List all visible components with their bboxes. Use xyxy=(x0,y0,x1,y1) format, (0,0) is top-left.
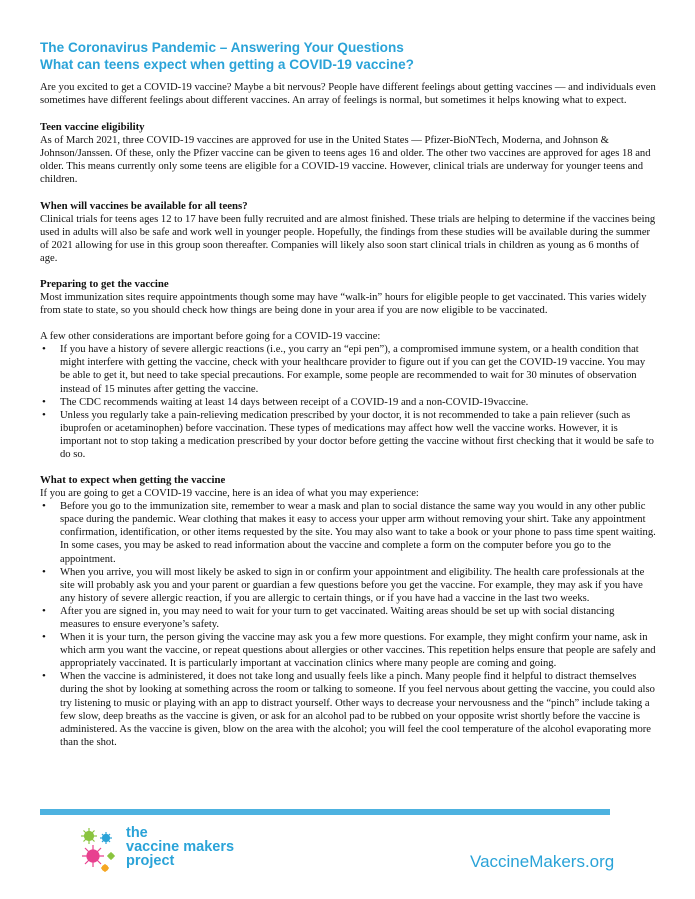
logo-line-3: project xyxy=(126,853,175,869)
intro-paragraph: Are you excited to get a COVID-19 vaccine? Maybe a bit nervous? People have different feelings about getting vaccines — and individuals even sometimes have different feelings about different vaccines. An array of feelings is normal, but sometimes it helps knowing what to expect. xyxy=(40,82,656,107)
section-heading: When will vaccines be available for all teens? xyxy=(40,199,248,212)
considerations-intro: A few other considerations are important before going for a COVID-19 vaccine: xyxy=(40,331,381,343)
considerations-list xyxy=(40,343,656,461)
list-item: • When it is your turn, the person giving the vaccine may ask you a few more questions. For example, they might confirm your name, ask in which arm you want the vaccine, or repeat questions about allergies or other vaccines. This repetition helps ensure that people are safely and appropriately vaccinated. It is particularly important at vaccination clinics where many people are coming and going. xyxy=(40,631,656,670)
website-link[interactable]: VaccineMakers.org xyxy=(470,852,615,871)
list-item: • Before you go to the immunization site, remember to wear a mask and plan to social distance the same way you would in any other public space during the pandemic. Wear clothing that makes it easy to access your upper arm without removing your shirt. Take any appointment confirmation, identification, or other items requested by the site. You may also want to take a book or your phone to pass time spent waiting. In some cases, you may be asked to read information about the vaccine and complete a form on the computer before you go to the appointment. xyxy=(40,500,656,565)
section-body: Most immunization sites require appointments though some may have “walk-in” hours for eligible people to get vaccinated. This varies widely from state to state, so you should check how things are being done in your area if you are now eligible to be vaccinated. xyxy=(40,291,647,317)
section-eligibility xyxy=(40,121,656,186)
title-line-2: What can teens expect when getting a COVID-19 vaccine? xyxy=(40,57,414,72)
list-item: • After you are signed in, you may need to wait for your turn to get vaccinated. Waiting areas should be set up with social distancing measures to ensure everyone’s safety. xyxy=(40,605,656,631)
logo-line-1: the xyxy=(126,825,148,841)
logo-line-2: vaccine makers xyxy=(126,839,235,855)
vaccine-makers-logo-text xyxy=(126,826,234,868)
section-body: As of March 2021, three COVID-19 vaccines are approved for use in the United States — Pfizer-BioNTech, Moderna, and Johnson & Johnson/Janssen. Of these, only the Pfizer vaccine can be given to teens ages 16 and older. The other two vaccines are approved for ages 18 and older. This means currently only some teens are eligible for a COVID-19 vaccine. However, clinical trials are underway for younger teens and children. xyxy=(40,135,651,186)
section-preparing xyxy=(40,278,656,461)
section-body: Clinical trials for teens ages 12 to 17 have been fully recruited and are almost finished. These trials are helping to determine if the vaccines being used in adults will also be safe and work well in younger people. Hopefully, the findings from these studies will be available during the summer of 2021 allowing for use in this group soon thereafter. Companies will likely also soon start clinical trials in children as young as 6 months of age. xyxy=(40,213,656,264)
section-heading: Preparing to get the vaccine xyxy=(40,277,169,290)
footer-divider xyxy=(40,809,610,815)
document-page xyxy=(40,39,656,749)
virus-cluster-icon xyxy=(80,826,120,874)
page-title xyxy=(40,39,656,73)
list-item: • Unless you regularly take a pain-relieving medication prescribed by your doctor, it is not recommended to take a pain reliever (such as ibuprofen or acetaminophen) before vaccination. These types of medications may affect how well the vaccine works. However, it is important not to stop taking a medication prescribed by your doctor before getting the vaccine without first checking that it would be safe to do so. xyxy=(40,409,656,461)
section-availability xyxy=(40,200,656,265)
section-intro: If you are going to get a COVID-19 vaccine, here is an idea of what you may experience: xyxy=(40,488,419,500)
list-item: • If you have a history of severe allergic reactions (i.e., you carry an “epi pen”), a compromised immune system, or a health condition that might interfere with getting the vaccine, check with your healthcare provider to figure out if you can get the COVID-19 vaccine. You may be able to get it, but need to take special precautions. For example, some people are recommended to wait for 30 minutes of observation instead of 15 minutes after getting the vaccine. xyxy=(40,343,656,395)
section-heading: Teen vaccine eligibility xyxy=(40,121,145,134)
section-heading: What to expect when getting the vaccine xyxy=(40,474,226,487)
list-item: • When you arrive, you will most likely be asked to sign in or confirm your appointment and eligibility. The health care professionals at the site will probably ask you and your parent or guardian a few questions before you get the vaccine. For example, they may ask if you have any history of severe allergic reaction, if you are allergic to certain things, or if you have had a vaccine in the last two weeks. xyxy=(40,566,656,605)
footer xyxy=(0,820,695,899)
list-item: • When the vaccine is administered, it does not take long and usually feels like a pinch. Many people find it helpful to distract themselves during the shot by looking at something across the room or talking to someone. If you feel nervous about getting the vaccine, you could also try listening to music or playing with an app to distract yourself. Other ways to decrease your nervousness and the “pinch” include taking a few slow, deep breaths as the vaccine is given, or ask for an alcohol pad to be rubbed on your opposite wrist shortly before the vaccine is administered. As the vaccine is given, blow on the area with the alcohol; you will feel the cool temperature of the alcohol evaporating more than the shot. xyxy=(40,670,656,749)
list-item: • The CDC recommends waiting at least 14 days between receipt of a COVID-19 and a non-COVID-19vaccine. xyxy=(40,396,656,409)
section-expect xyxy=(40,474,656,749)
title-line-1: The Coronavirus Pandemic – Answering Your Questions xyxy=(40,40,404,55)
expect-list xyxy=(40,500,656,749)
